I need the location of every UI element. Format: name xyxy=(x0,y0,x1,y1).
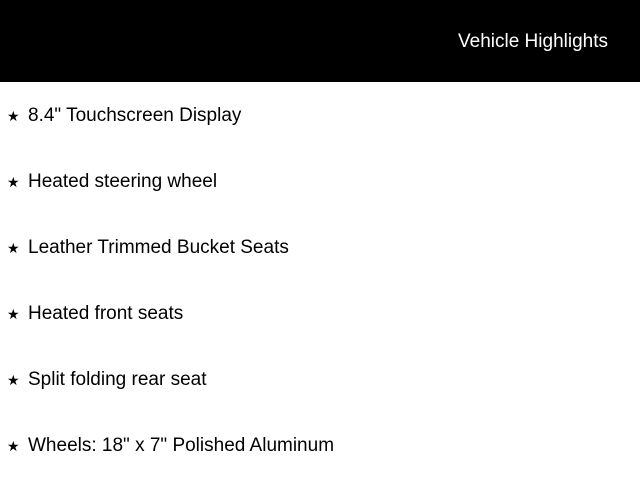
star-icon: ★ xyxy=(7,307,20,323)
list-item-label: 8.4" Touchscreen Display xyxy=(28,105,242,126)
list-item xyxy=(0,435,640,465)
star-icon: ★ xyxy=(7,175,20,191)
list-item-label: Split folding rear seat xyxy=(28,369,207,390)
list-item xyxy=(0,369,640,399)
list-item-label: Wheels: 18" x 7" Polished Aluminum xyxy=(28,435,335,456)
list-item xyxy=(0,237,640,267)
list-item-label: Heated steering wheel xyxy=(28,171,218,192)
star-icon: ★ xyxy=(7,373,20,389)
page-title: Vehicle Highlights xyxy=(458,31,608,52)
star-icon: ★ xyxy=(7,109,20,125)
star-icon: ★ xyxy=(7,439,20,455)
list-item xyxy=(0,105,640,135)
header-bar xyxy=(0,0,640,82)
list-item xyxy=(0,303,640,333)
star-icon: ★ xyxy=(7,241,20,257)
list-item-label: Heated front seats xyxy=(28,303,184,324)
list-item xyxy=(0,171,640,201)
list-item-label: Leather Trimmed Bucket Seats xyxy=(28,237,289,258)
